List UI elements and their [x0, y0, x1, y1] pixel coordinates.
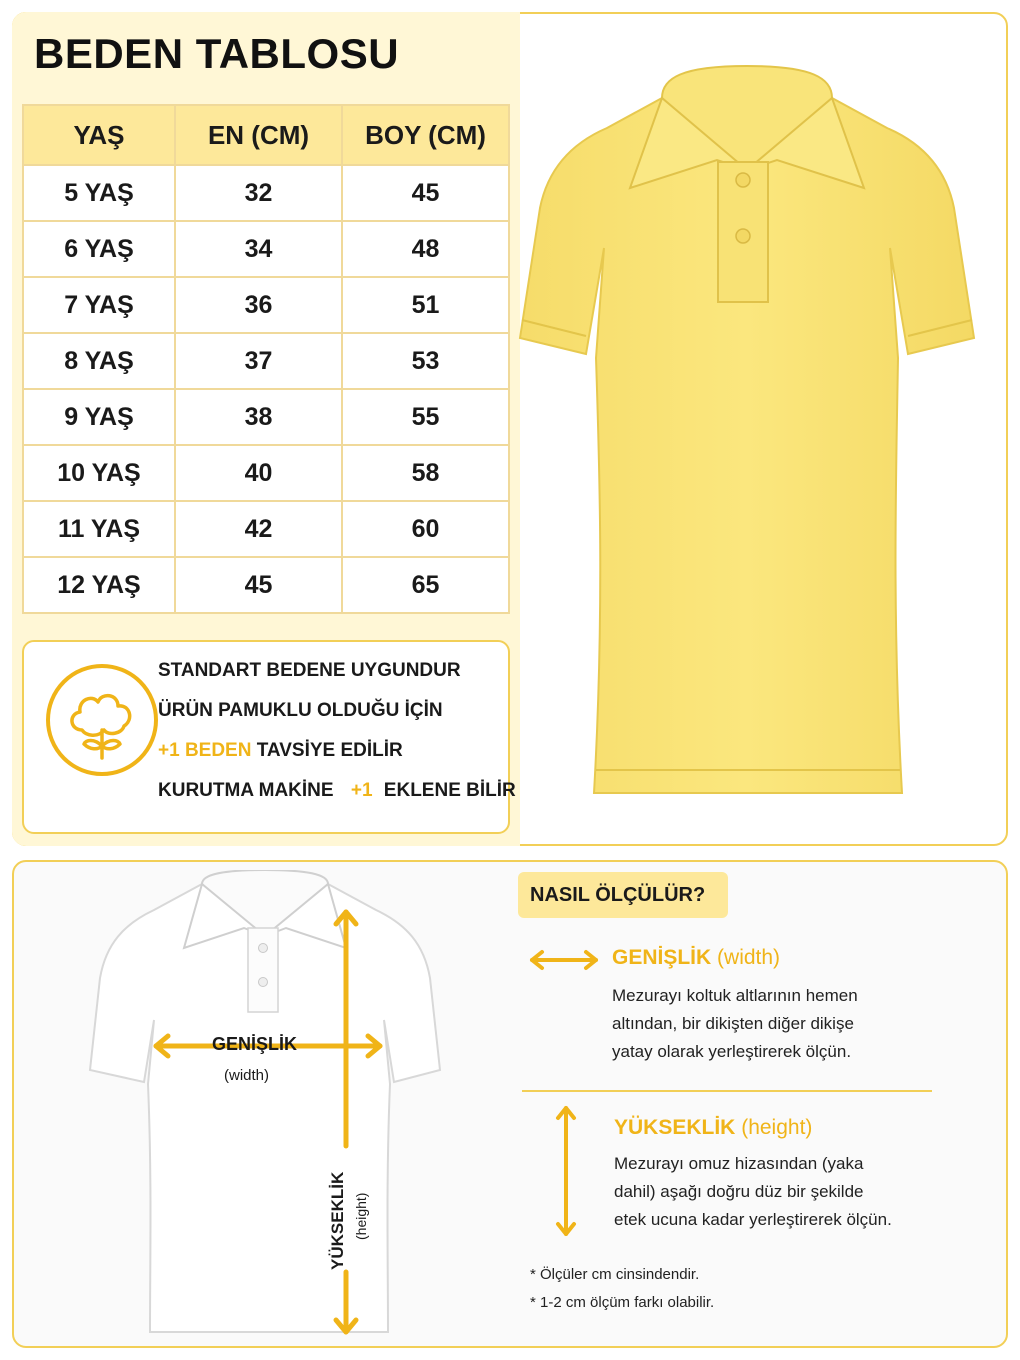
en-cell: 37 [175, 333, 342, 389]
table-row [23, 389, 509, 445]
height-title-text: YÜKSEKLİK [614, 1116, 736, 1139]
width-title-en: (width) [717, 946, 781, 969]
note-units: * Ölçüler cm cinsindendir. [530, 1266, 700, 1283]
age-cell: 12 YAŞ [23, 557, 175, 613]
chart-title: BEDEN TABLOSU [34, 30, 400, 77]
height-title-en: (height) [741, 1116, 813, 1139]
height-desc-line: Mezurayı omuz hizasından (yaka [614, 1154, 864, 1173]
height-description [614, 1150, 924, 1234]
height-desc-line: etek ucuna kadar yerleştirerek ölçün. [614, 1210, 892, 1229]
en-cell: 45 [175, 557, 342, 613]
table-row [23, 333, 509, 389]
table-row [23, 501, 509, 557]
height-desc-line: dahil) aşağı doğru düz bir şekilde [614, 1182, 864, 1201]
boy-cell: 55 [342, 389, 509, 445]
age-cell: 6 YAŞ [23, 221, 175, 277]
boy-cell: 51 [342, 277, 509, 333]
width-section-title [612, 946, 780, 970]
age-cell: 10 YAŞ [23, 445, 175, 501]
table-row [23, 557, 509, 613]
width-description [612, 982, 912, 1066]
table-row [23, 445, 509, 501]
size-table [22, 104, 510, 614]
diagram-width-sublabel: (width) [224, 1067, 270, 1084]
info-line-1: STANDART BEDENE UYGUNDUR [158, 660, 461, 681]
measure-title: NASIL ÖLÇÜLÜR? [530, 884, 706, 906]
width-desc-line: altından, bir dikişten diğer dikişe [612, 1014, 854, 1033]
en-cell: 38 [175, 389, 342, 445]
white-polo-measure-diagram [84, 870, 444, 1340]
age-cell: 7 YAŞ [23, 277, 175, 333]
width-desc-line: yatay olarak yerleştirerek ölçün. [612, 1042, 852, 1061]
fabric-info-box [22, 640, 516, 834]
header-boy: BOY (CM) [342, 105, 509, 165]
boy-cell: 53 [342, 333, 509, 389]
info-line-4-rest: EKLENE BİLİR [383, 780, 516, 801]
width-desc-line: Mezurayı koltuk altlarının hemen [612, 986, 858, 1005]
boy-cell: 48 [342, 221, 509, 277]
size-up-highlight: +1 BEDEN [158, 740, 252, 761]
table-row [23, 221, 509, 277]
en-cell: 34 [175, 221, 342, 277]
vertical-arrow-icon [554, 1104, 578, 1238]
horizontal-arrow-icon [528, 948, 600, 972]
diagram-height-sublabel: (height) [353, 1192, 369, 1240]
boy-cell: 60 [342, 501, 509, 557]
info-line-4-start: KURUTMA MAKİNE [158, 780, 334, 801]
table-row [23, 277, 509, 333]
note-tolerance: * 1-2 cm ölçüm farkı olabilir. [530, 1294, 715, 1311]
header-en: EN (CM) [175, 105, 342, 165]
info-line-3-rest: TAVSİYE EDİLİR [256, 740, 403, 761]
en-cell: 40 [175, 445, 342, 501]
boy-cell: 58 [342, 445, 509, 501]
section-divider [522, 1090, 932, 1092]
info-line-2: ÜRÜN PAMUKLU OLDUĞU İÇİN [158, 700, 443, 721]
diagram-width-label: GENİŞLİK [212, 1034, 298, 1054]
age-cell: 5 YAŞ [23, 165, 175, 221]
table-row [23, 165, 509, 221]
width-title-text: GENİŞLİK [612, 946, 712, 969]
info-line-3 [158, 740, 403, 762]
yellow-polo-shirt-image [512, 58, 982, 806]
age-cell: 11 YAŞ [23, 501, 175, 557]
cotton-icon [42, 660, 162, 780]
en-cell: 32 [175, 165, 342, 221]
diagram-height-label: YÜKSEKLİK [328, 1171, 347, 1270]
header-age: YAŞ [23, 105, 175, 165]
dryer-plus-highlight: +1 [350, 780, 373, 801]
en-cell: 42 [175, 501, 342, 557]
age-cell: 8 YAŞ [23, 333, 175, 389]
table-header-row [23, 105, 509, 165]
boy-cell: 65 [342, 557, 509, 613]
en-cell: 36 [175, 277, 342, 333]
height-section-title [614, 1116, 812, 1140]
age-cell: 9 YAŞ [23, 389, 175, 445]
info-line-4 [158, 780, 516, 802]
boy-cell: 45 [342, 165, 509, 221]
